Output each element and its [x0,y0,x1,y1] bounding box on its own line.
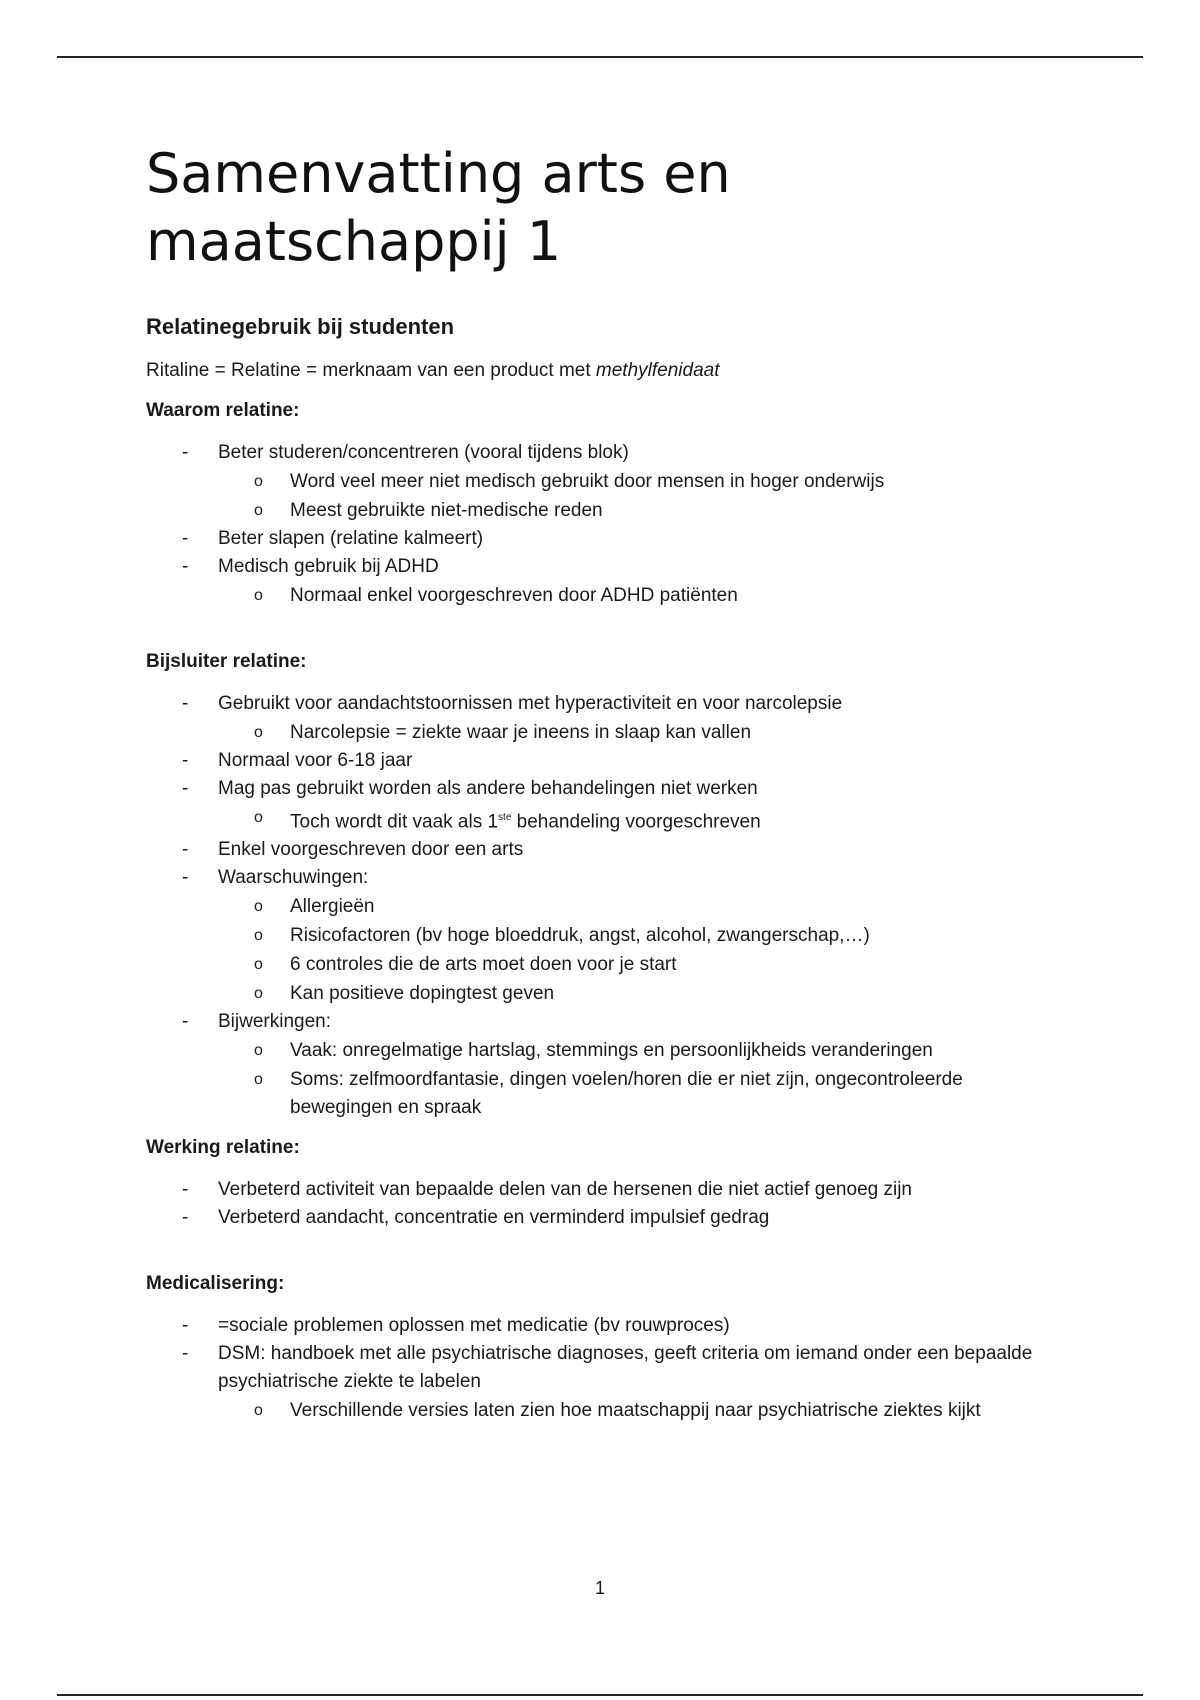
list-item-text: Bijwerkingen: [218,1011,331,1033]
section-heading: Relatinegebruik bij studenten [146,314,455,339]
list-item-text: Medisch gebruik bij ADHD [218,556,439,577]
header-rule [57,56,1143,58]
list-item [146,1008,1066,1122]
dash-bullet: - [182,1315,189,1337]
list-item [146,1312,1066,1340]
dash-bullet: - [182,1207,189,1229]
sub-item-text-before: Toch wordt dit vaak als 1 [290,811,499,833]
sub-item-text: Soms: zelfmoordfantasie, dingen voelen/horen die er niet zijn, ongecontroleerde bewegingen en spraak [290,1069,963,1119]
dash-bullet: - [182,839,189,861]
list-item [146,1340,1066,1425]
list-item-text: DSM: handboek met alle psychiatrische diagnoses, geeft criteria om iemand onder een bepaalde psychiatrische ziekte te labelen [218,1343,1033,1393]
list-item [146,525,1066,553]
circle-bullet: o [254,1071,263,1089]
list-item [146,747,1066,775]
list-item [146,553,1066,610]
list-item [146,1176,1066,1204]
waarom-heading: Waarom relatine: [146,400,300,421]
sub-item-text: 6 controles die de arts moet doen voor je start [290,954,677,976]
sub-item-text: Narcolepsie = ziekte waar je ineens in slaap kan vallen [290,722,752,743]
werking-list [146,1176,1066,1232]
sub-item-text: Kan positieve dopingtest geven [290,983,555,1005]
list-item-text: Verbeterd aandacht, concentratie en verminderd impulsief gedrag [218,1207,770,1229]
page-number: 1 [594,1578,605,1598]
sub-item-text: Vaak: onregelmatige hartslag, stemmings en persoonlijkheids veranderingen [290,1040,933,1062]
dash-bullet: - [182,778,189,799]
sub-list-item [146,468,1066,496]
page-content [146,140,1066,1425]
werking-heading: Werking relatine: [146,1137,300,1159]
dash-bullet: - [182,1179,189,1201]
circle-bullet: o [254,1402,263,1420]
circle-bullet: o [254,898,263,916]
sub-list-item [146,1066,1066,1122]
list-item-text: Gebruikt voor aandachtstoornissen met hyperactiviteit en voor narcolepsie [218,693,843,714]
intro-text: Ritaline = Relatine = merknaam van een product met [146,360,596,381]
circle-bullet: o [254,985,263,1003]
circle-bullet: o [254,1042,263,1060]
list-item-text: Verbeterd activiteit van bepaalde delen van de hersenen die niet actief genoeg zijn [218,1179,912,1201]
footer-rule [57,1694,1143,1696]
list-item-text: Beter studeren/concentreren (vooral tijdens blok) [218,442,629,463]
list-item [146,775,1066,836]
list-item [146,864,1066,1008]
dash-bullet: - [182,442,189,463]
title-line-2: maatschappij 1 [146,210,562,273]
circle-bullet: o [254,927,263,945]
waarom-list [146,439,1066,610]
dash-bullet: - [182,867,189,889]
dash-bullet: - [182,1011,189,1033]
sub-item-text: Meest gebruikte niet-medische reden [290,500,603,521]
sub-list-item [146,922,1066,950]
sub-item-text: Allergieën [290,896,375,918]
dash-bullet: - [182,750,189,771]
medicalisering-heading: Medicalisering: [146,1273,285,1295]
list-item [146,1204,1066,1232]
list-item [146,836,1066,864]
sub-list-item [146,980,1066,1008]
bijsluiter-heading: Bijsluiter relatine: [146,651,307,672]
list-item [146,439,1066,525]
dash-bullet: - [182,693,189,714]
circle-bullet: o [254,502,263,519]
sub-item-text: Normaal enkel voorgeschreven door ADHD patiënten [290,585,738,606]
list-item [146,690,1066,747]
list-item-text: Mag pas gebruikt worden als andere behandelingen niet werken [218,778,758,799]
intro-paragraph [146,357,1066,385]
sub-item-text: Verschillende versies laten zien hoe maatschappij naar psychiatrische ziektes kijkt [290,1400,981,1422]
sub-list-item [146,719,1066,747]
list-item-text: Normaal voor 6-18 jaar [218,750,413,771]
superscript-ste: ste [498,812,512,823]
list-item-text: Beter slapen (relatine kalmeert) [218,528,484,549]
circle-bullet: o [254,809,263,826]
circle-bullet: o [254,473,263,490]
medicalisering-list [146,1312,1066,1425]
title-line-1: Samenvatting arts en [146,142,731,205]
intro-italic: methylfenidaat [595,360,720,381]
circle-bullet: o [254,956,263,974]
sub-item-text: Risicofactoren (bv hoge bloeddruk, angst, alcohol, zwangerschap,…) [290,925,870,947]
sub-item-text-after: behandeling voorgeschreven [511,811,761,833]
bijsluiter-list [146,690,1066,1122]
sub-item-text: Word veel meer niet medisch gebruikt door mensen in hoger onderwijs [290,471,885,492]
sub-list-item [146,497,1066,525]
dash-bullet: - [182,528,189,549]
list-item-text: =sociale problemen oplossen met medicatie (bv rouwproces) [218,1315,730,1337]
document-title [146,140,1066,276]
sub-list-item [146,1037,1066,1065]
list-item-text: Waarschuwingen: [218,867,369,889]
sub-list-item [146,951,1066,979]
dash-bullet: - [182,556,189,577]
circle-bullet: o [254,724,263,741]
sub-list-item [146,1397,1066,1425]
sub-list-item [146,582,1066,610]
dash-bullet: - [182,1343,189,1365]
sub-list-item [146,893,1066,921]
list-item-text: Enkel voorgeschreven door een arts [218,839,524,861]
circle-bullet: o [254,587,263,604]
sub-list-item [146,804,1066,836]
